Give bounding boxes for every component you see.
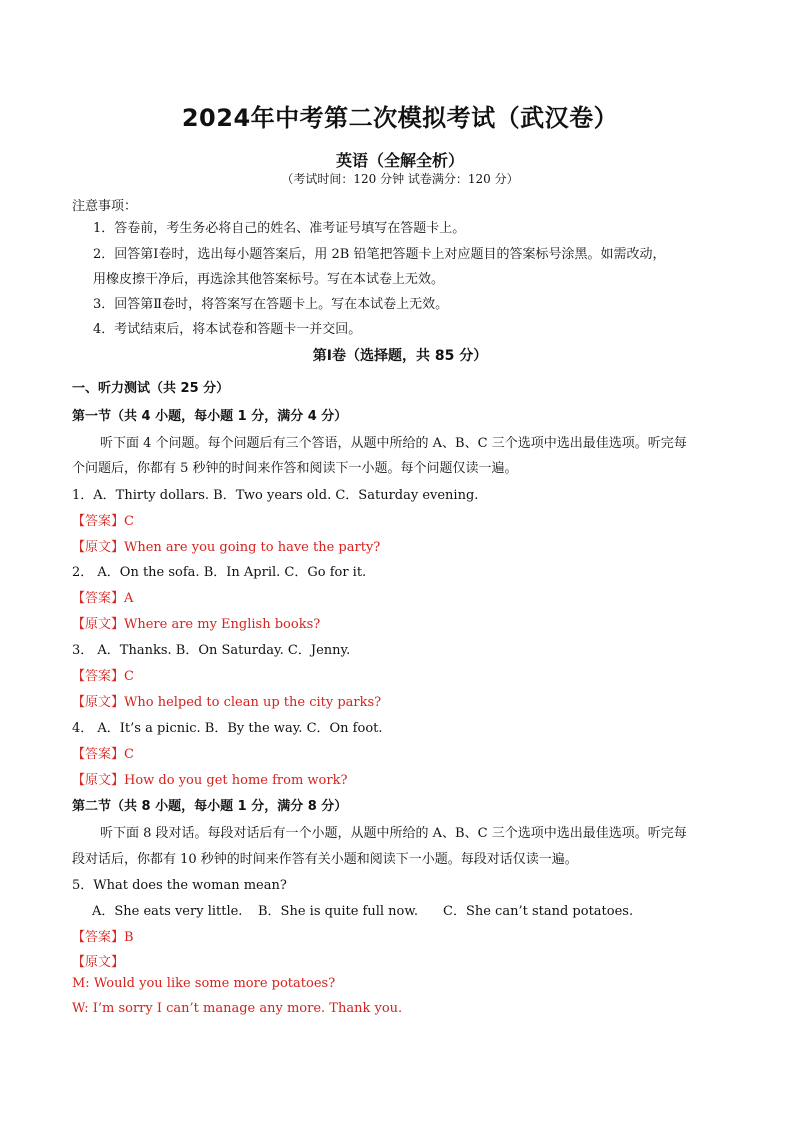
subsection-heading: 第二节（共 8 小题，每小题 1 分，满分 8 分） <box>72 799 348 814</box>
answer-2: 【答案】A <box>72 591 134 606</box>
answer-5: 【答案】B <box>72 930 134 945</box>
script-1: 【原文】When are you going to have the party? <box>72 540 381 555</box>
question-1: 1．A．Thirty dollars. B．Two years old. C．Saturday evening. <box>72 488 479 503</box>
answer-4: 【答案】C <box>72 747 134 762</box>
dialogue-line-w: W: I’m sorry I can’t manage any more. Thank you. <box>72 1001 403 1016</box>
instruction-text: 个问题后，你都有 5 秒钟的时间来作答和阅读下一小题。每个问题仅读一遍。 <box>72 461 518 476</box>
dialogue-line-m: M: Would you like some more potatoes? <box>72 976 336 991</box>
answer-1: 【答案】C <box>72 514 134 529</box>
script-3: 【原文】Who helped to clean up the city parks? <box>72 695 382 710</box>
instruction-text: 段对话后，你都有 10 秒钟的时间来作答有关小题和阅读下一小题。每段对话仅读一遍。 <box>72 852 578 867</box>
script-2: 【原文】Where are my English books? <box>72 617 321 632</box>
question-5-option-b: B．She is quite full now. <box>258 904 419 919</box>
question-2: 2． A．On the sofa. B．In April. C．Go for it. <box>72 565 367 580</box>
script-4: 【原文】How do you get home from work? <box>72 773 348 788</box>
part-heading: 第Ⅰ卷（选择题，共 85 分） <box>312 348 488 364</box>
subsection-heading: 第一节（共 4 小题，每小题 1 分，满分 4 分） <box>72 409 348 424</box>
question-4: 4． A．It’s a picnic. B．By the way. C．On foot. <box>72 721 383 736</box>
notes-heading: 注意事项： <box>72 199 138 214</box>
note-item: 1．答卷前，考生务必将自己的姓名、准考证号填写在答题卡上。 <box>93 221 466 236</box>
instruction-text: 听下面 4 个问题。每个问题后有三个答语，从题中所给的 A、B、C 三个选项中选出最佳选项。听完每 <box>100 436 687 451</box>
page-subtitle: 英语（全解全析） <box>335 151 464 170</box>
question-5-option-c: C．She can’t stand potatoes. <box>443 904 634 919</box>
answer-3: 【答案】C <box>72 669 134 684</box>
page-title: 2024年中考第二次模拟考试（武汉卷） <box>181 104 619 132</box>
exam-meta: （考试时间：120 分钟 试卷满分：120 分） <box>281 172 519 186</box>
note-item: 4．考试结束后，将本试卷和答题卡一并交回。 <box>93 322 362 337</box>
question-5: 5．What does the woman mean? <box>72 878 287 893</box>
note-item: 用橡皮擦干净后，再选涂其他答案标号。写在本试卷上无效。 <box>93 272 445 287</box>
note-item: 2．回答第Ⅰ卷时，选出每小题答案后，用 2B 铅笔把答题卡上对应题目的答案标号涂黑。如需改动， <box>93 247 666 262</box>
section-heading: 一、听力测试（共 25 分） <box>72 381 230 396</box>
note-item: 3．回答第Ⅱ卷时，将答案写在答题卡上。写在本试卷上无效。 <box>93 297 449 312</box>
question-3: 3． A．Thanks. B．On Saturday. C．Jenny. <box>72 643 351 658</box>
instruction-text: 听下面 8 段对话。每段对话后有一个小题，从题中所给的 A、B、C 三个选项中选出最佳选项。听完每 <box>100 826 687 841</box>
question-5-option-a: A．She eats very little. <box>92 904 243 919</box>
script-5-label: 【原文】 <box>72 955 125 970</box>
